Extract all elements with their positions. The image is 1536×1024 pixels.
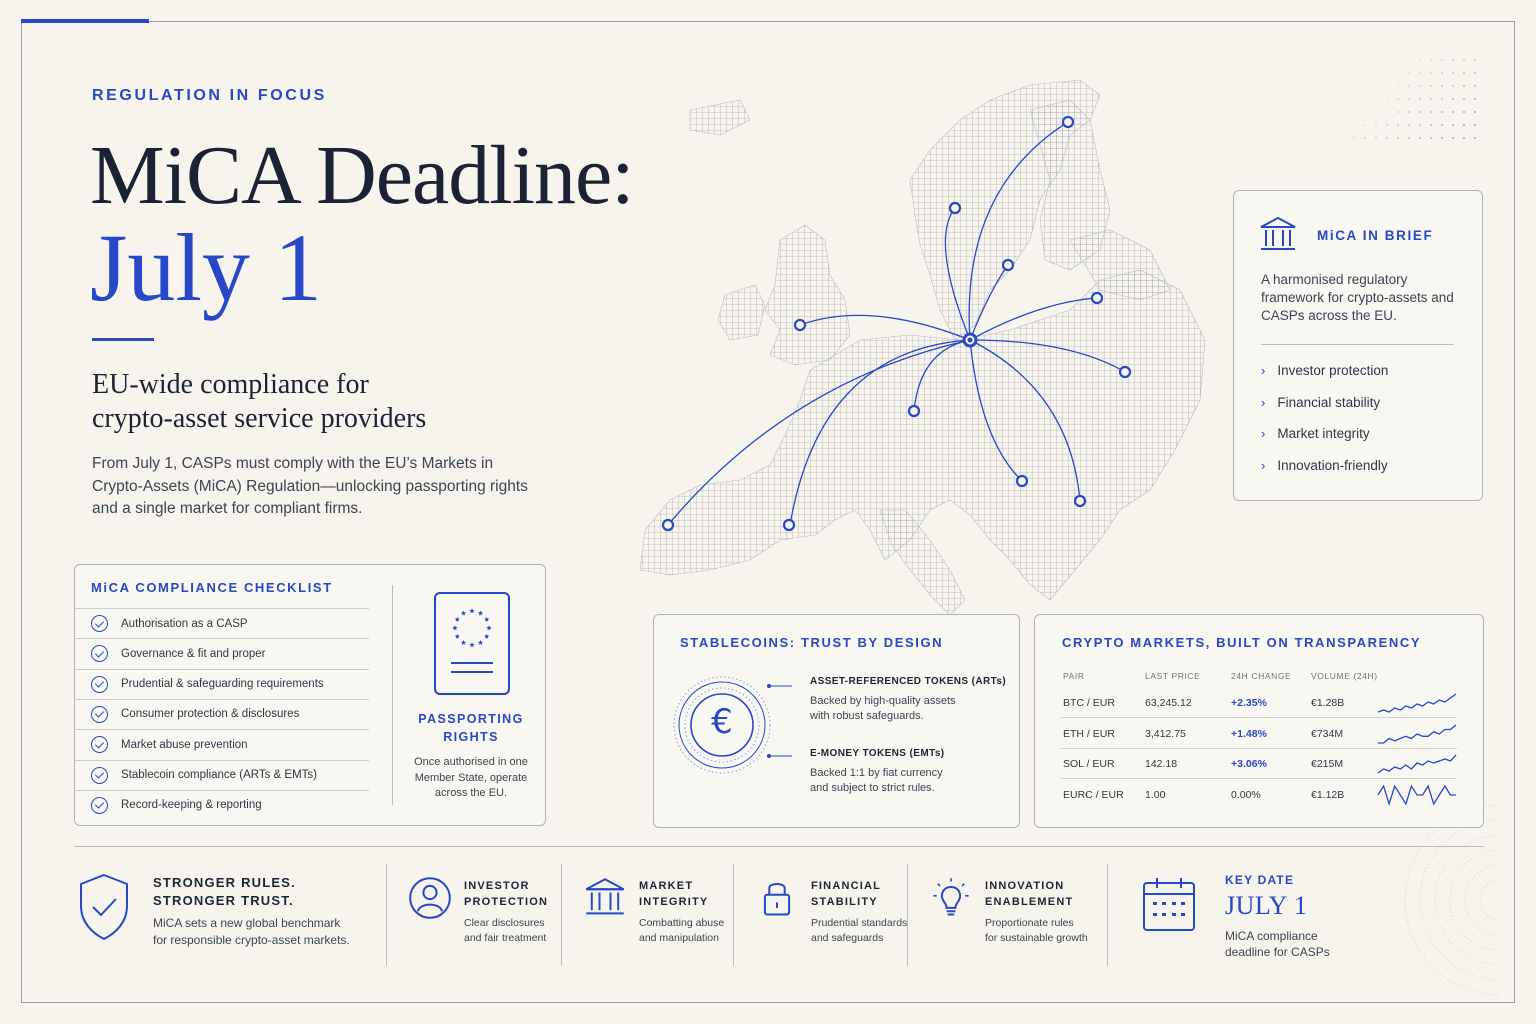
checklist-item-label: Consumer protection & disclosures: [121, 708, 300, 721]
key-date-label: KEY DATE: [1225, 873, 1295, 887]
sparkline: [1377, 691, 1457, 715]
pillar-title-line-1: FINANCIAL: [811, 880, 882, 892]
eu-star-icon: [484, 634, 489, 639]
trust-title-line-2: STRONGER TRUST.: [153, 893, 294, 908]
pillar-text-line-1: Proportionate rules: [985, 917, 1074, 929]
emt-text-2: and subject to strict rules.: [810, 782, 935, 794]
city-marker[interactable]: [1063, 117, 1073, 127]
art-text-1: Backed by high-quality assets: [810, 695, 956, 707]
brief-item-label: Innovation-friendly: [1277, 457, 1388, 473]
shield-check-icon: [78, 872, 130, 942]
subtitle-line-1: EU-wide compliance for: [92, 369, 369, 400]
table-cell-price: 1.00: [1145, 788, 1166, 801]
pillar: [929, 876, 1088, 956]
table-row[interactable]: [1061, 780, 1457, 810]
sparkline: [1377, 722, 1457, 746]
bottom-divider: [74, 846, 1484, 847]
art-text-2: with robust safeguards.: [810, 710, 924, 722]
emt-text-1: Backed 1:1 by fiat currency: [810, 767, 943, 779]
eyebrow: REGULATION IN FOCUS: [92, 87, 327, 104]
emt-title: E-MONEY TOKENS (EMTs): [810, 748, 945, 759]
brief-title: MiCA IN BRIEF: [1317, 228, 1434, 243]
check-circle-icon: [91, 767, 108, 784]
eu-star-icon: [484, 617, 489, 622]
passport-title: [405, 710, 537, 746]
brief-item-label: Financial stability: [1277, 394, 1381, 410]
table-row[interactable]: [1061, 688, 1457, 718]
check-circle-icon: [91, 706, 108, 723]
table-cell-volume: €1.12B: [1311, 788, 1345, 801]
markets-column-header: PAIR: [1063, 671, 1085, 681]
sparkline-path: [1378, 786, 1456, 804]
chevron-right-icon: ›: [1261, 394, 1266, 410]
table-cell-price: 3,412.75: [1145, 727, 1186, 740]
check-circle-icon: [91, 736, 108, 753]
stablecoins-title: STABLECOINS: TRUST BY DESIGN: [680, 635, 944, 650]
table-cell-volume: €215M: [1311, 758, 1344, 770]
pillar-title-line-2: INTEGRITY: [639, 896, 709, 908]
sparkline: [1377, 783, 1457, 807]
pillar: [583, 876, 733, 956]
table-cell-pair: BTC / EUR: [1063, 697, 1115, 709]
table-cell-price: 63,245.12: [1145, 697, 1192, 709]
checklist-item: [75, 699, 369, 729]
checklist-item-label: Authorisation as a CASP: [121, 617, 248, 630]
key-date-text-2: deadline for CASPs: [1225, 945, 1330, 959]
table-row[interactable]: [1061, 719, 1457, 749]
trust-text: [153, 915, 350, 948]
lock-icon: [755, 876, 799, 920]
sparkline-path: [1378, 694, 1456, 712]
brief-card: [1233, 190, 1483, 501]
emt-text: [810, 766, 943, 796]
eu-star-icon: [455, 634, 460, 639]
trust-title: [153, 874, 296, 910]
pillar-text-line-1: Clear disclosures: [464, 917, 545, 929]
pillar-title-line-2: PROTECTION: [464, 896, 549, 908]
bank-icon: [583, 876, 627, 920]
checklist-item: [75, 608, 369, 638]
sparkline-path: [1378, 755, 1456, 773]
checklist-item: [75, 790, 369, 820]
eu-star-icon: [478, 610, 483, 615]
pillar-text-line-1: Prudential standards: [811, 917, 908, 929]
brief-divider: [1261, 344, 1454, 345]
calendar-icon: [1142, 876, 1196, 932]
checklist-item-label: Governance & fit and proper: [121, 647, 266, 660]
eu-star-icon: [461, 640, 466, 645]
table-row[interactable]: [1061, 749, 1457, 779]
art-text: [810, 694, 956, 724]
lightbulb-icon: [929, 876, 973, 920]
brief-item: [1261, 395, 1461, 410]
brief-item: [1261, 426, 1461, 441]
pillar-title-line-2: STABILITY: [811, 896, 878, 908]
pillar-text-line-2: and manipulation: [639, 932, 719, 944]
pillar-title: [639, 878, 708, 910]
pillar: [755, 876, 908, 956]
chevron-right-icon: ›: [1261, 426, 1266, 441]
pillar-text: [639, 916, 724, 946]
pillar-divider: [386, 864, 387, 966]
check-circle-icon: [91, 645, 108, 662]
stablecoins-card: [653, 614, 1020, 828]
hub-marker-dot: [968, 338, 973, 343]
passport-title-line-1: PASSPORTING: [418, 712, 524, 726]
markets-title: CRYPTO MARKETS, BUILT ON TRANSPARENCY: [1062, 635, 1422, 650]
decorative-dot-grid: [1350, 56, 1490, 156]
title-rule: [92, 338, 154, 341]
city-marker[interactable]: [784, 520, 794, 530]
brief-item: [1261, 363, 1461, 378]
pillar-text-line-1: Combatting abuse: [639, 917, 725, 929]
checklist-item-label: Prudential & safeguarding requirements: [121, 678, 324, 691]
pillar-text-line-2: and fair treatment: [464, 932, 547, 944]
page-title: MiCA Deadline:: [90, 129, 634, 222]
sparkline-path: [1378, 725, 1456, 743]
city-marker[interactable]: [663, 520, 673, 530]
bank-icon: [1258, 215, 1298, 255]
city-marker[interactable]: [909, 406, 919, 416]
pillar-title-line-1: INNOVATION: [985, 880, 1065, 892]
lead-paragraph: From July 1, CASPs must comply with the EU’s Markets in Crypto-Assets (MiCA) Regulation—unlocking passporting rights and a single market for compliant firms.: [92, 455, 528, 517]
key-date-text-1: MiCA compliance: [1225, 929, 1318, 943]
europe-map: [630, 40, 1210, 620]
checklist-item: [75, 669, 369, 699]
sparkline: [1377, 752, 1457, 776]
pillar-divider: [1107, 864, 1108, 966]
city-marker[interactable]: [1092, 293, 1102, 303]
pillar-text-line-2: for sustainable growth: [985, 932, 1088, 944]
eu-star-icon: [461, 610, 466, 615]
markets-column-header: VOLUME (24H): [1311, 671, 1378, 681]
trust-text-line-1: MiCA sets a new global benchmark: [153, 916, 341, 930]
check-circle-icon: [91, 797, 108, 814]
trust-title-line-1: STRONGER RULES.: [153, 875, 296, 890]
pillar-title: [811, 878, 881, 910]
trust-text-line-2: for responsible crypto-asset markets.: [153, 932, 350, 947]
pillar-title: [464, 878, 548, 910]
brief-item-label: Investor protection: [1277, 363, 1389, 378]
passport-text: Once authorised in one Member State, operate across the EU.: [414, 756, 528, 799]
pillar-title: [985, 878, 1073, 910]
checklist-divider: [392, 585, 393, 805]
eu-star-icon: [469, 608, 474, 613]
table-cell-volume: €734M: [1311, 727, 1344, 740]
pillar-text: [811, 916, 907, 946]
city-marker[interactable]: [1075, 496, 1085, 506]
pillar-title-line-2: ENABLEMENT: [985, 896, 1074, 908]
city-marker[interactable]: [795, 320, 805, 330]
brief-text: A harmonised regulatory framework for crypto-assets and CASPs across the EU.: [1261, 272, 1454, 323]
passport-icon: [433, 591, 511, 696]
eu-star-icon: [455, 617, 460, 622]
checklist-item-label: Stablecoin compliance (ARTs & EMTs): [121, 769, 317, 781]
key-date-text: [1225, 928, 1330, 960]
eu-star-icon: [486, 625, 491, 630]
pillar-title-line-1: INVESTOR: [464, 880, 530, 892]
brief-item-label: Market integrity: [1277, 426, 1370, 441]
check-circle-icon: [91, 676, 108, 693]
checklist-item: [75, 760, 369, 790]
city-marker[interactable]: [1017, 476, 1027, 486]
table-cell-change: +2.35%: [1231, 697, 1267, 709]
page-title-date: July 1: [90, 214, 323, 321]
markets-card: [1034, 614, 1484, 828]
eu-star-icon: [469, 642, 474, 647]
city-marker[interactable]: [950, 203, 960, 213]
checklist-item-label: Record-keeping & reporting: [121, 799, 262, 812]
pillar-divider: [907, 864, 908, 966]
checklist-item: [75, 638, 369, 668]
person-icon: [408, 876, 452, 920]
subtitle-line-2: crypto-asset service providers: [92, 403, 427, 434]
checklist-item: [75, 729, 369, 759]
chevron-right-icon: ›: [1261, 457, 1266, 473]
pillar: [408, 876, 558, 956]
markets-column-header: 24H CHANGE: [1231, 671, 1292, 681]
checklist-card: [74, 564, 546, 826]
check-circle-icon: [91, 615, 108, 632]
table-cell-change: 0.00%: [1231, 788, 1261, 801]
markets-column-header: LAST PRICE: [1145, 671, 1201, 681]
eu-star-icon: [452, 625, 457, 630]
brief-item: [1261, 458, 1461, 473]
city-marker[interactable]: [1120, 367, 1130, 377]
top-accent-bar: [21, 19, 149, 23]
pillar-text-line-2: and safeguards: [811, 932, 884, 944]
table-cell-price: 142.18: [1145, 758, 1178, 770]
pillar-text: [464, 916, 546, 946]
checklist-item-label: Market abuse prevention: [121, 738, 248, 751]
pillar-title-line-1: MARKET: [639, 880, 694, 892]
pillar-divider: [561, 864, 562, 966]
pillar-divider: [733, 864, 734, 966]
checklist-title: MiCA COMPLIANCE CHECKLIST: [91, 580, 333, 595]
table-cell-pair: EURC / EUR: [1063, 788, 1124, 801]
euro-symbol: €: [711, 702, 733, 742]
subtitle: [92, 368, 572, 436]
pillar-text: [985, 916, 1088, 946]
table-cell-change: +3.06%: [1231, 758, 1267, 770]
eu-star-icon: [478, 640, 483, 645]
chevron-right-icon: ›: [1261, 363, 1266, 378]
table-cell-volume: €1.28B: [1311, 697, 1345, 709]
table-cell-change: +1.48%: [1231, 727, 1267, 740]
art-title: ASSET-REFERENCED TOKENS (ARTs): [810, 676, 1007, 687]
city-marker[interactable]: [1003, 260, 1013, 270]
table-cell-pair: ETH / EUR: [1063, 727, 1115, 740]
passport-title-line-2: RIGHTS: [443, 730, 499, 744]
table-cell-pair: SOL / EUR: [1063, 758, 1115, 770]
key-date: JULY 1: [1225, 891, 1308, 920]
